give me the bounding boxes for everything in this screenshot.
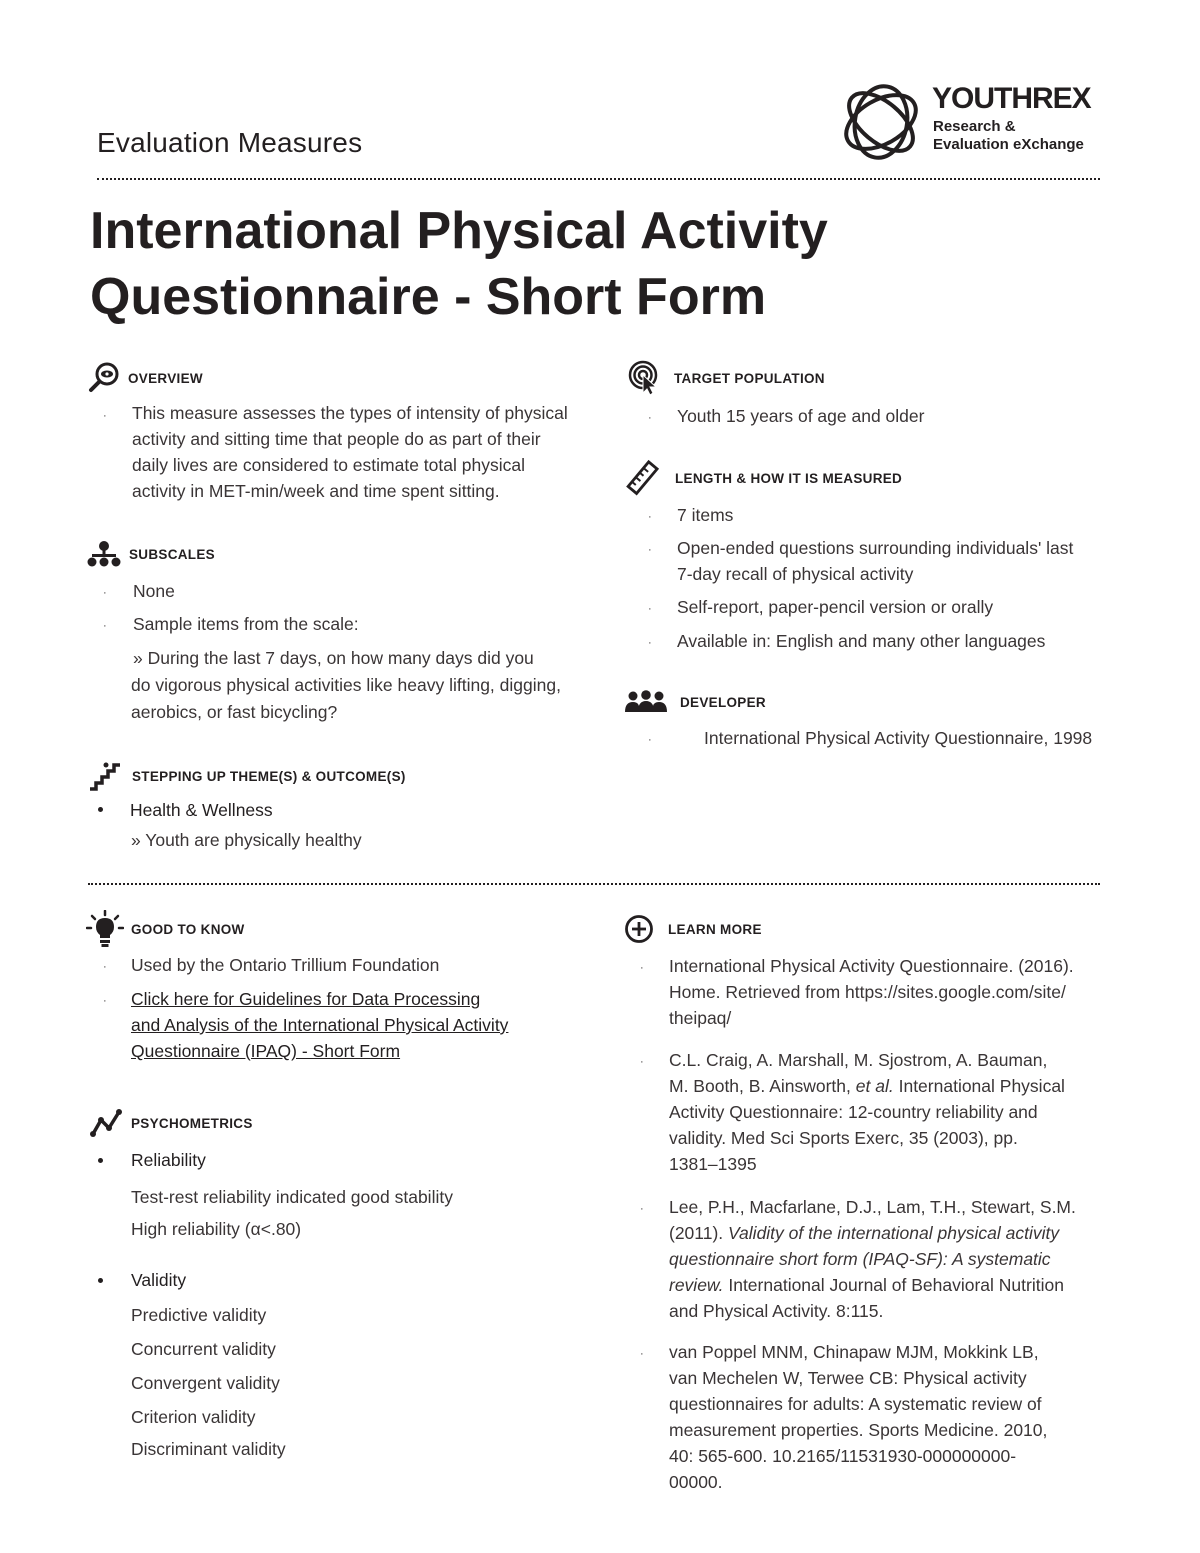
text-line: Lee, P.H., Macfarlane, D.J., Lam, T.H., Stewart, S.M. [669, 1197, 1076, 1217]
page-title-line: Questionnaire - Short Form [90, 268, 767, 326]
text-line: 7-day recall of physical activity [677, 564, 914, 584]
text-line: 40: 565-600. 10.2165/11531930-000000000- [669, 1446, 1017, 1466]
length-heading [624, 458, 902, 498]
logo-subtitle [933, 118, 1084, 154]
text-line: 1381–1395 [669, 1154, 757, 1174]
outcome-item: » Youth are physically healthy [131, 830, 362, 850]
lightbulb-icon [86, 910, 124, 948]
text-line: C.L. Craig, A. Marshall, M. Sjostrom, A. Bauman, [669, 1050, 1048, 1070]
text-line: van Mechelen W, Terwee CB: Physical activity [669, 1368, 1027, 1388]
text-line: measurement properties. Sports Medicine. 2010, [669, 1420, 1048, 1440]
youthrex-logo [838, 80, 1108, 165]
stairs-icon [88, 761, 122, 791]
learn-more-heading [624, 914, 762, 944]
reliability-label: Reliability [131, 1150, 206, 1170]
text-line [669, 1220, 1109, 1246]
bullet: · [648, 511, 652, 523]
sample-item [131, 645, 561, 726]
text-line: Open-ended questions surrounding individuals' last [677, 538, 1074, 558]
text-line: activity in MET-min/week and time spent sitting. [132, 481, 500, 501]
header-divider [97, 178, 1100, 180]
text-line: 00000. [669, 1472, 723, 1492]
text-line: Activity Questionnaire: 12-country reliability and [669, 1102, 1038, 1122]
bullet: · [103, 995, 107, 1007]
bullet: · [648, 544, 652, 556]
page-title [90, 198, 890, 330]
validity-item: Criterion validity [131, 1407, 256, 1427]
text-line: aerobics, or fast bicycling? [131, 702, 338, 722]
text-line [669, 1073, 1109, 1099]
link-line[interactable]: Questionnaire (IPAQ) - Short Form [131, 1041, 401, 1061]
text-line: questionnaire short form (IPAQ-SF): A systematic [669, 1249, 1051, 1269]
reference-item [669, 953, 1109, 1031]
bullet: · [640, 1056, 644, 1068]
bullet: · [103, 961, 107, 973]
validity-item: Predictive validity [131, 1305, 267, 1325]
target-click-icon [628, 360, 662, 396]
text-span: International Journal of Behavioral Nutrition [728, 1275, 1064, 1295]
orbit-logo-icon [838, 80, 924, 164]
developer-item: International Physical Activity Questionnaire, 1998 [704, 728, 1093, 748]
bullet: · [640, 1348, 644, 1360]
logo-subtitle-line: Research & [933, 118, 1016, 135]
text-span: et al. [855, 1076, 894, 1096]
bullet: · [103, 587, 107, 599]
text-line: and Physical Activity. 8:115. [669, 1301, 884, 1321]
psychometrics-heading [89, 1108, 253, 1138]
text-line [669, 1272, 1109, 1298]
theme-item: Health & Wellness [130, 800, 273, 820]
bullet: · [648, 734, 652, 746]
good-to-know-item: Used by the Ontario Trillium Foundation [131, 955, 440, 975]
text-span: (2011). [669, 1223, 724, 1243]
text-line: activity and sitting time that people do as part of their [132, 429, 541, 449]
logo-wordmark: YOUTHREX [932, 82, 1091, 115]
people-group-icon [624, 690, 668, 714]
section-heading-label: DEVELOPER [680, 694, 766, 710]
bullet [98, 807, 103, 812]
validity-item: Convergent validity [131, 1373, 280, 1393]
section-heading-label: SUBSCALES [129, 546, 215, 562]
validity-label: Validity [131, 1270, 187, 1290]
subscale-item: None [133, 581, 175, 601]
reference-item [669, 1047, 1109, 1177]
header-label: Evaluation Measures [97, 127, 363, 158]
stepping-up-heading [88, 761, 406, 791]
text-line: International Physical Activity Questionnaire. (2016). [669, 956, 1074, 976]
section-heading-label: STEPPING UP THEME(S) & OUTCOME(S) [132, 768, 406, 784]
good-to-know-heading [86, 910, 245, 948]
overview-heading [88, 362, 203, 394]
target-item: Youth 15 years of age and older [677, 406, 925, 426]
text-line: Home. Retrieved from https://sites.google.com/site/ [669, 982, 1066, 1002]
text-span: M. Booth, B. Ainsworth, [669, 1076, 851, 1096]
bullet: · [103, 410, 107, 422]
reliability-item: High reliability (α<.80) [131, 1219, 302, 1239]
logo-subtitle-line: Evaluation eXchange [933, 136, 1084, 153]
text-span: Validity of the international physical activity [728, 1223, 1060, 1243]
line-graph-icon [89, 1108, 123, 1138]
validity-item: Discriminant validity [131, 1439, 286, 1459]
text-line: do vigorous physical activities like heavy lifting, digging, [131, 675, 561, 695]
reliability-item: Test-rest reliability indicated good stability [131, 1187, 453, 1207]
bullet: · [648, 637, 652, 649]
ruler-icon [624, 458, 662, 498]
section-heading-label: OVERVIEW [128, 370, 203, 386]
bullet [98, 1158, 103, 1163]
target-population-heading [628, 360, 825, 396]
section-heading-label: PSYCHOMETRICS [131, 1115, 253, 1131]
length-item: Available in: English and many other languages [677, 631, 1046, 651]
text-line: van Poppel MNM, Chinapaw MJM, Mokkink LB, [669, 1342, 1039, 1362]
reference-item [669, 1339, 1109, 1495]
text-line: questionnaires for adults: A systematic review of [669, 1394, 1042, 1414]
bullet: · [640, 1203, 644, 1215]
link-line[interactable]: and Analysis of the International Physical Activity [131, 1015, 509, 1035]
reference-item [669, 1194, 1109, 1324]
text-line: daily lives are considered to estimate total physical [132, 455, 525, 475]
magnifier-eye-icon [88, 362, 120, 394]
bullet [98, 1278, 103, 1283]
link-line[interactable]: Click here for Guidelines for Data Processing [131, 989, 481, 1009]
section-heading-label: LENGTH & HOW IT IS MEASURED [675, 470, 903, 486]
hierarchy-icon [87, 540, 121, 568]
text-line: theipaq/ [669, 1008, 732, 1028]
bullet: · [648, 412, 652, 424]
bullet: · [103, 620, 107, 632]
text-line: » During the last 7 days, on how many days did you [133, 648, 534, 668]
section-divider [88, 883, 1100, 885]
text-span: International Physical [898, 1076, 1065, 1096]
length-item: Self-report, paper-pencil version or orally [677, 597, 994, 617]
validity-item: Concurrent validity [131, 1339, 276, 1359]
subscales-heading [87, 540, 215, 568]
developer-heading [624, 690, 766, 714]
length-item: 7 items [677, 505, 734, 525]
guidelines-link[interactable] [131, 986, 508, 1064]
section-heading-label: GOOD TO KNOW [131, 921, 245, 937]
bullet: · [640, 962, 644, 974]
length-item [677, 535, 1073, 587]
section-heading-label: LEARN MORE [668, 921, 762, 937]
overview-text [132, 400, 602, 504]
bullet: · [648, 603, 652, 615]
subscale-item: Sample items from the scale: [133, 614, 359, 634]
page-title-line: International Physical Activity [90, 202, 828, 260]
section-heading-label: TARGET POPULATION [674, 370, 825, 386]
text-span: review. [669, 1275, 724, 1295]
text-line: This measure assesses the types of intensity of physical [132, 403, 568, 423]
plus-circle-icon [624, 914, 654, 944]
text-line: validity. Med Sci Sports Exerc, 35 (2003), pp. [669, 1128, 1018, 1148]
